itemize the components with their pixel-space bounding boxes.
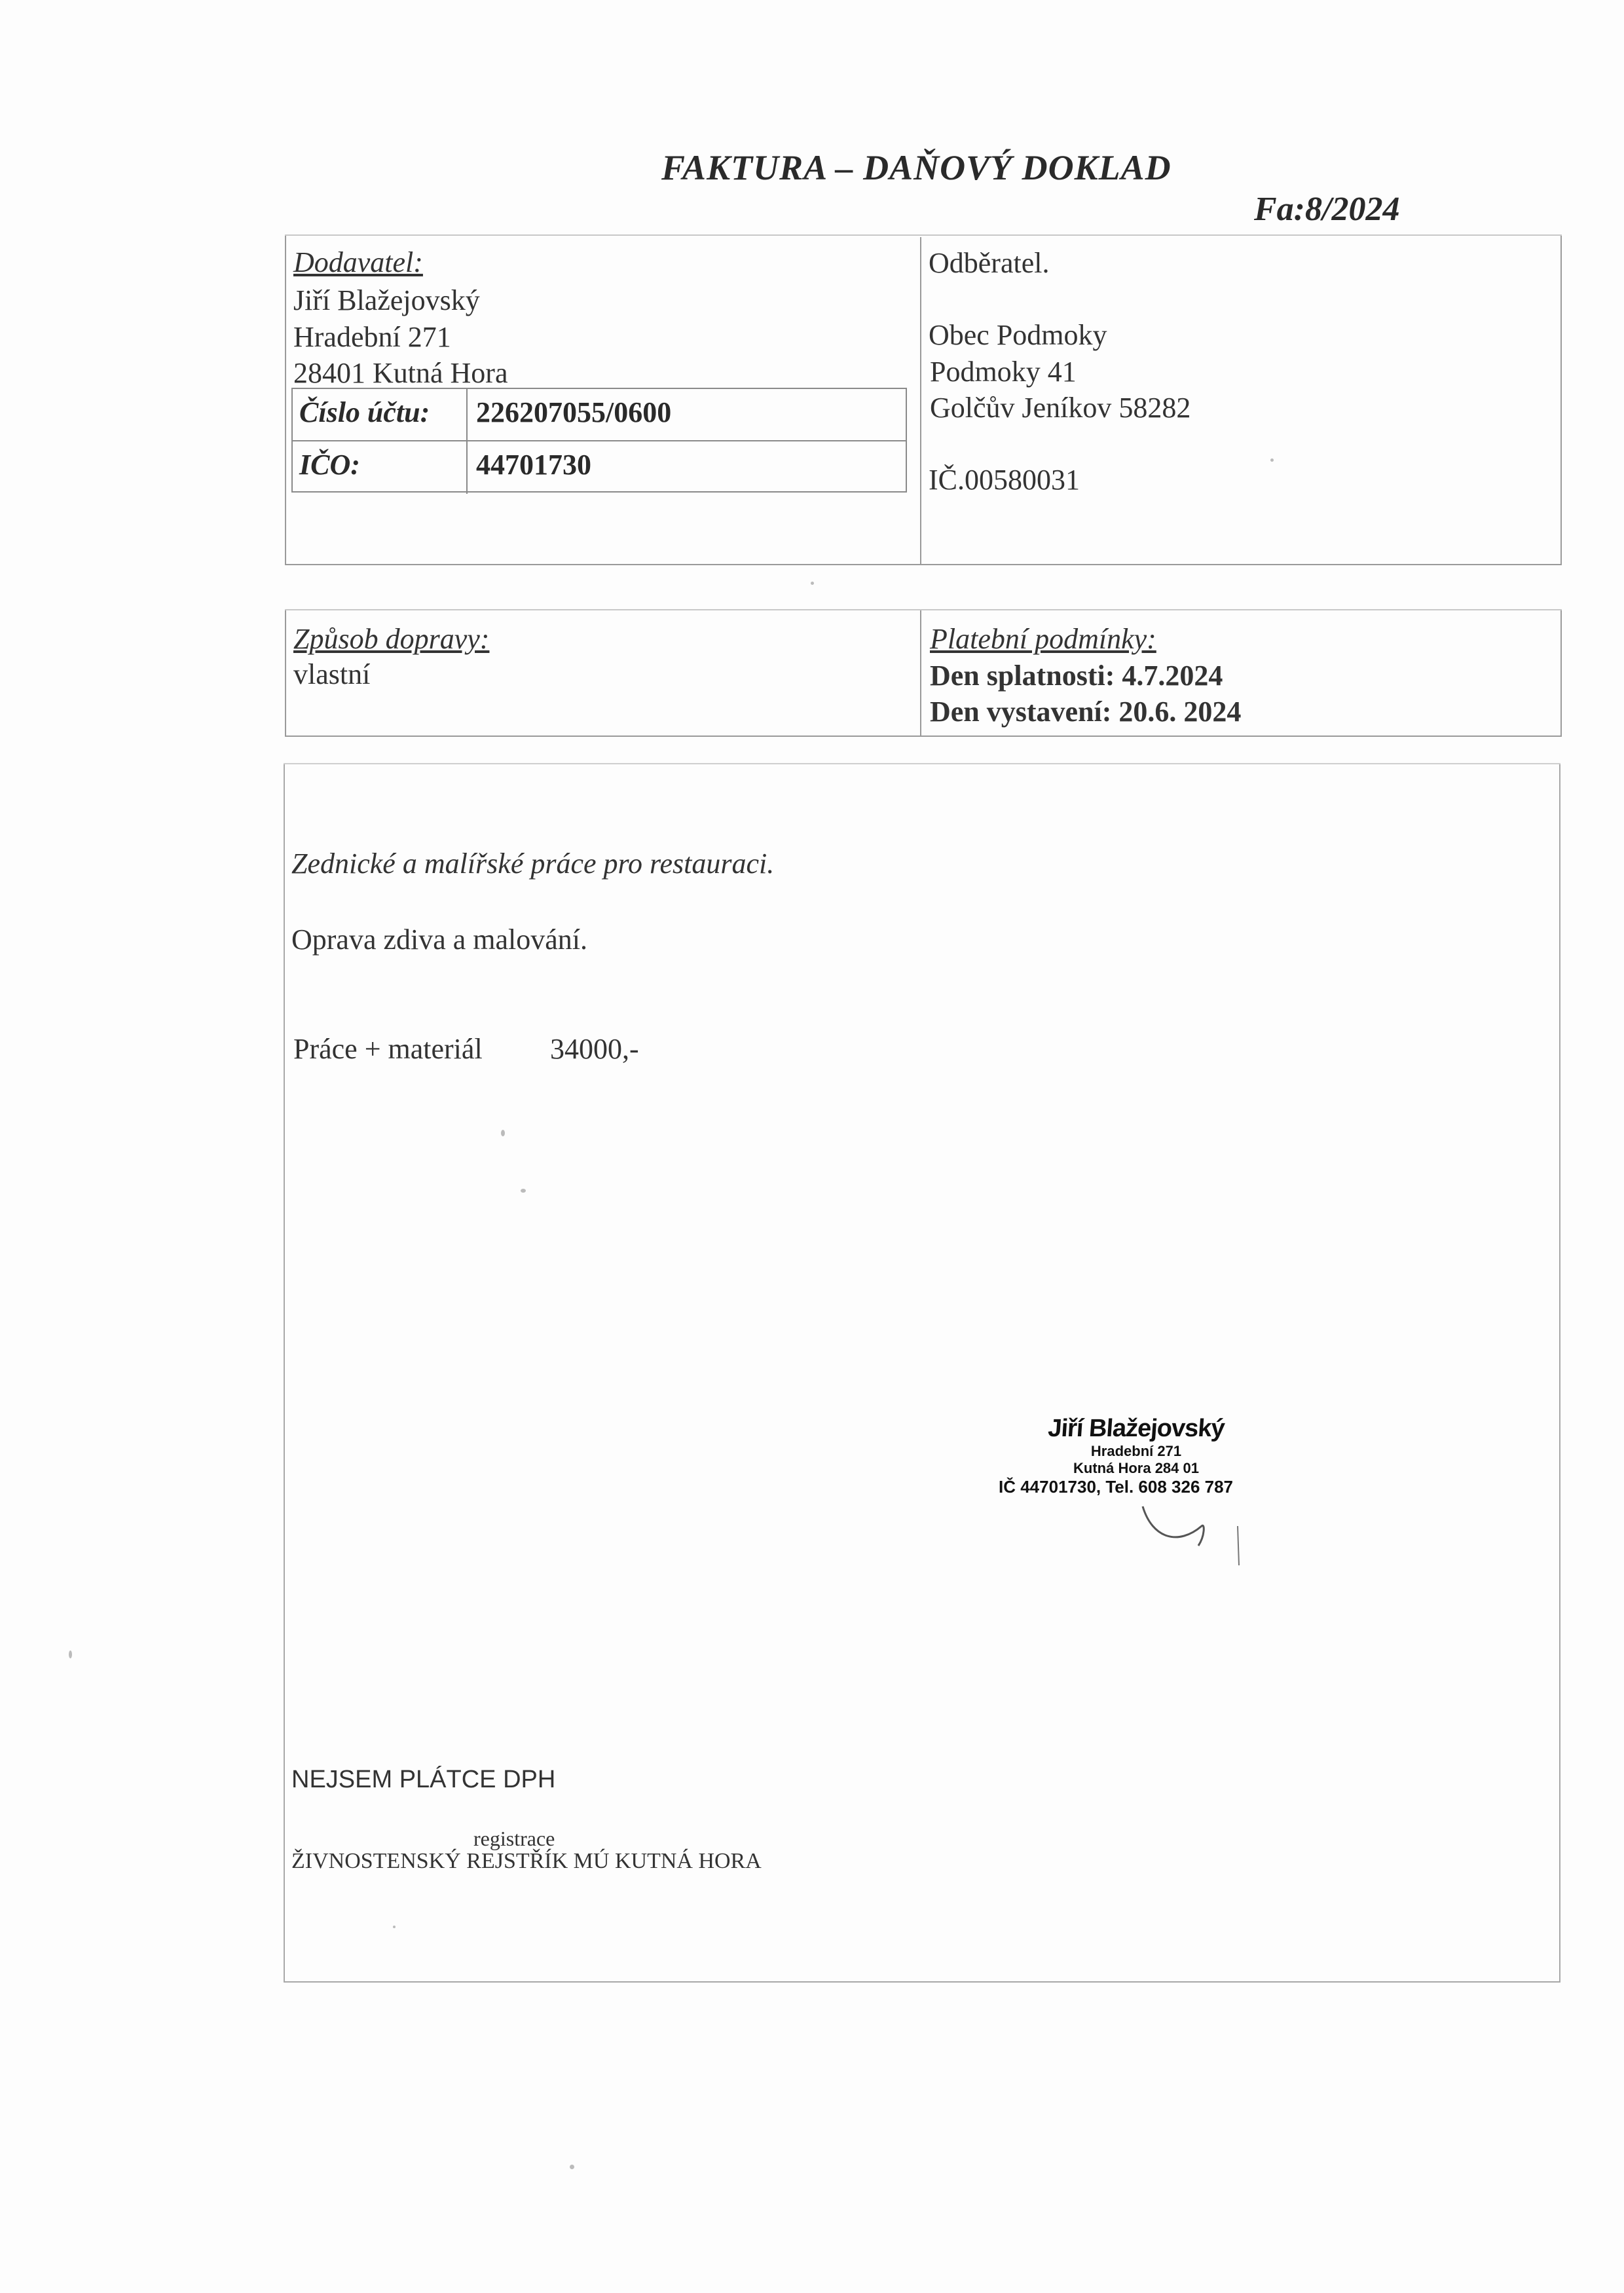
account-row [293,389,906,441]
scan-speck [69,1650,72,1658]
customer-city: Golčův Jeníkov 58282 [930,392,1191,424]
registration-small: registrace [473,1827,555,1850]
customer-label: Odběratel. [929,247,1050,279]
scan-speck [521,1189,526,1193]
scan-speck [501,1130,505,1136]
scan-speck [811,582,814,585]
signature-mark [1139,1500,1244,1572]
content-box-top-line [284,763,1560,764]
issue-date: Den vystavení: 20.6. 2024 [930,696,1242,728]
account-value: 226207055/0600 [476,396,672,428]
vat-note: NEJSEM PLÁTCE DPH [291,1766,556,1793]
trade-registry: ŽIVNOSTENSKÝ REJSTŘÍK MÚ KUTNÁ HORA [291,1849,762,1873]
supplier-label: Dodavatel: [293,246,423,278]
customer-ic: IČ.00580031 [929,464,1080,496]
customer-name: Obec Podmoky [929,319,1107,351]
ico-value: 44701730 [476,449,591,481]
ico-label: IČO: [299,449,360,481]
stamp-name: Jiří Blažejovský [1046,1415,1226,1442]
parties-divider [920,237,921,565]
stamp-street: Hradební 271 [1090,1443,1182,1459]
stamp-contact: IČ 44701730, Tel. 608 326 787 [999,1477,1234,1497]
document-title: FAKTURA – DAŇOVÝ DOKLAD [661,148,1172,187]
supplier-street: Hradební 271 [293,321,451,353]
work-subject: Zednické a malířské práce pro restauraci. [291,848,775,880]
ico-row [293,441,906,493]
item-label: Práce + materiál [293,1033,483,1065]
scan-speck [570,2165,574,2169]
payment-label: Platební podmínky: [930,623,1156,655]
work-description: Oprava zdiva a malování. [291,923,588,956]
terms-divider [920,610,921,736]
transport-label: Způsob dopravy: [293,623,490,655]
supplier-account-table [291,388,907,493]
supplier-name: Jiří Blažejovský [293,284,480,316]
scan-speck [393,1926,396,1928]
parties-box-top-line [285,234,1562,236]
scan-speck [1270,458,1274,462]
customer-street: Podmoky 41 [930,356,1077,388]
stamp-city: Kutná Hora 284 01 [1073,1460,1199,1476]
transport-value: vlastní [293,658,371,690]
account-table-divider [466,389,468,494]
due-date: Den splatnosti: 4.7.2024 [930,660,1223,692]
terms-box-top-line [285,609,1562,610]
account-label: Číslo účtu: [299,396,430,428]
invoice-number: Fa:8/2024 [1254,191,1400,228]
item-amount: 34000,- [550,1033,639,1065]
supplier-city: 28401 Kutná Hora [293,357,508,389]
